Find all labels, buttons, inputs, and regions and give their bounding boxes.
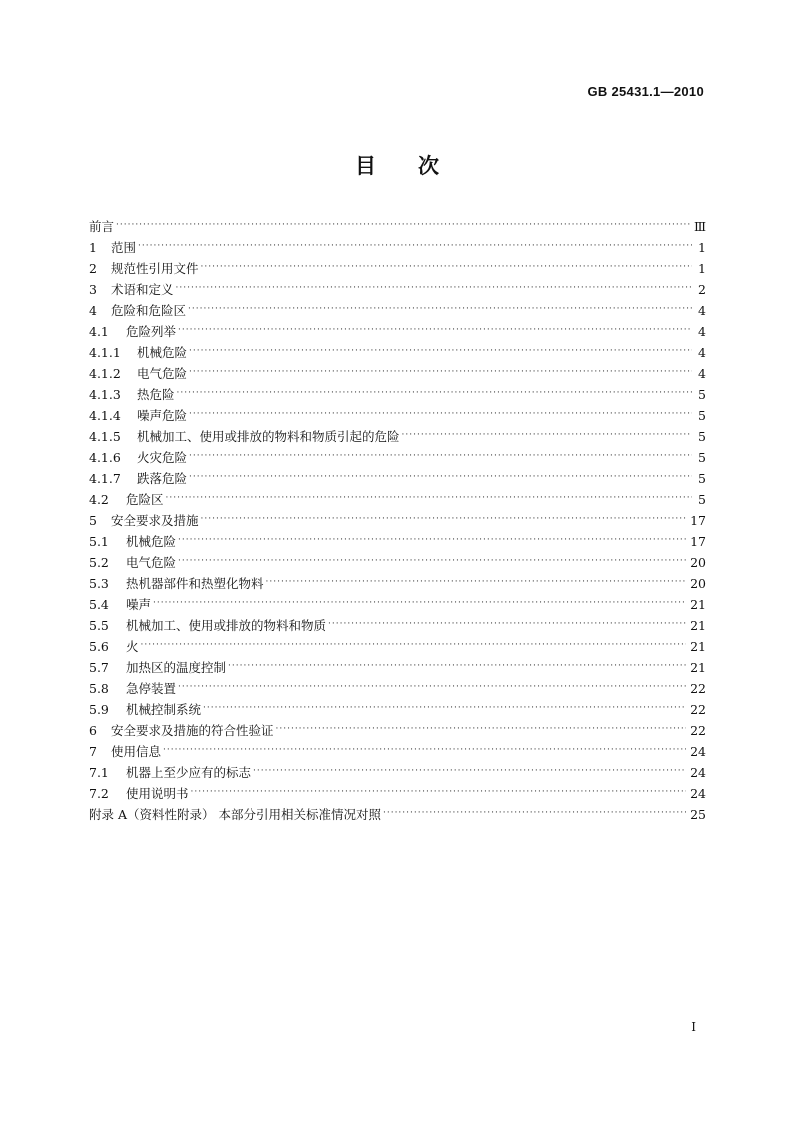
toc-entry-page: 20 — [690, 555, 706, 570]
toc-entry-title: 热机器部件和热塑化物料 — [126, 576, 264, 591]
table-of-contents — [89, 216, 706, 825]
toc-entry-title: 加热区的温度控制 — [126, 660, 227, 675]
toc-entry[interactable] — [89, 468, 706, 489]
toc-entry-number: 4.1.1 — [89, 345, 121, 360]
toc-leader-dots — [228, 657, 686, 678]
toc-entry-title: 火 — [126, 639, 139, 654]
toc-leader-dots — [178, 678, 686, 699]
toc-entry[interactable] — [89, 342, 706, 363]
toc-entry[interactable] — [89, 762, 706, 783]
toc-entry[interactable] — [89, 258, 706, 279]
toc-entry-number: 4.1.6 — [89, 450, 121, 465]
toc-entry[interactable] — [89, 783, 706, 804]
toc-entry-number: 4 — [89, 303, 97, 318]
toc-entry[interactable] — [89, 804, 706, 825]
page-number: I — [691, 1020, 696, 1034]
toc-leader-dots — [383, 804, 686, 825]
toc-leader-dots — [188, 300, 692, 321]
toc-leader-dots — [153, 594, 686, 615]
toc-entry-number: 5.7 — [89, 660, 109, 675]
toc-leader-dots — [178, 531, 686, 552]
toc-entry-page: 2 — [698, 282, 706, 297]
toc-leader-dots — [178, 321, 692, 342]
toc-entry-number: 2 — [89, 261, 97, 276]
toc-entry-page: 17 — [690, 513, 706, 528]
toc-entry-number: 4.1.7 — [89, 471, 121, 486]
toc-entry-page: 24 — [690, 765, 706, 780]
toc-leader-dots — [203, 699, 686, 720]
toc-entry-title: 电气危险 — [126, 555, 177, 570]
toc-entry[interactable] — [89, 363, 706, 384]
toc-entry-page: 5 — [698, 450, 706, 465]
toc-entry-title: 范围 — [111, 240, 137, 255]
toc-entry-title: 安全要求及措施的符合性验证 — [111, 723, 274, 738]
toc-entry-title: 跌落危险 — [137, 471, 188, 486]
toc-entry[interactable] — [89, 384, 706, 405]
toc-entry-number: 5 — [89, 513, 97, 528]
toc-leader-dots — [189, 447, 692, 468]
toc-entry[interactable] — [89, 531, 706, 552]
page-title-left: 目 — [355, 154, 376, 178]
toc-entry[interactable] — [89, 426, 706, 447]
toc-entry-page: 5 — [698, 408, 706, 423]
toc-entry-number: 5.8 — [89, 681, 109, 696]
toc-leader-dots — [163, 741, 686, 762]
toc-entry[interactable] — [89, 279, 706, 300]
toc-entry-number: 5.3 — [89, 576, 109, 591]
toc-leader-dots — [201, 510, 687, 531]
toc-entry-page: 4 — [698, 366, 706, 381]
toc-entry-page: 22 — [690, 702, 706, 717]
toc-leader-dots — [178, 552, 686, 573]
toc-entry-page: 20 — [690, 576, 706, 591]
toc-entry[interactable] — [89, 678, 706, 699]
toc-entry-title: 前言 — [89, 219, 115, 234]
toc-leader-dots — [201, 258, 692, 279]
toc-entry-title: 噪声危险 — [137, 408, 188, 423]
toc-entry-page: 5 — [698, 429, 706, 444]
toc-entry[interactable] — [89, 216, 706, 237]
toc-leader-dots — [177, 384, 692, 405]
toc-leader-dots — [189, 405, 692, 426]
toc-entry-number: 4.2 — [89, 492, 109, 507]
toc-entry-title: 机械控制系统 — [126, 702, 202, 717]
toc-entry-title: 规范性引用文件 — [111, 261, 199, 276]
toc-entry-number: 7.1 — [89, 765, 109, 780]
toc-entry-page: 5 — [698, 471, 706, 486]
toc-entry-number: 5.6 — [89, 639, 109, 654]
toc-entry-number: 5.5 — [89, 618, 109, 633]
toc-entry-number: 5.2 — [89, 555, 109, 570]
toc-entry-title: 机械加工、使用或排放的物料和物质引起的危险 — [137, 429, 400, 444]
toc-entry-page: 21 — [690, 597, 706, 612]
toc-leader-dots — [191, 783, 687, 804]
toc-entry[interactable] — [89, 510, 706, 531]
toc-entry[interactable] — [89, 552, 706, 573]
toc-entry[interactable] — [89, 321, 706, 342]
toc-leader-dots — [141, 636, 687, 657]
toc-leader-dots — [328, 615, 686, 636]
toc-leader-dots — [253, 762, 686, 783]
toc-leader-dots — [138, 237, 692, 258]
toc-entry-page: 22 — [690, 681, 706, 696]
toc-entry-number: 4.1.4 — [89, 408, 121, 423]
toc-leader-dots — [189, 468, 692, 489]
toc-entry-title: 附录 A（资料性附录） 本部分引用相关标准情况对照 — [89, 807, 381, 822]
toc-entry[interactable] — [89, 300, 706, 321]
toc-entry-number: 5.9 — [89, 702, 109, 717]
toc-leader-dots — [402, 426, 692, 447]
toc-entry[interactable] — [89, 657, 706, 678]
toc-entry-title: 危险列举 — [126, 324, 177, 339]
standard-code: GB 25431.1—2010 — [587, 84, 704, 99]
toc-leader-dots — [176, 279, 692, 300]
toc-entry-page: 4 — [698, 345, 706, 360]
toc-entry[interactable] — [89, 573, 706, 594]
toc-entry-title: 噪声 — [126, 597, 152, 612]
toc-entry[interactable] — [89, 615, 706, 636]
toc-entry-number: 4.1 — [89, 324, 109, 339]
toc-entry[interactable] — [89, 720, 706, 741]
toc-entry-page: 25 — [690, 807, 706, 822]
toc-entry-number: 6 — [89, 723, 97, 738]
toc-entry-number: 1 — [89, 240, 97, 255]
toc-entry-number: 4.1.2 — [89, 366, 121, 381]
toc-entry-page: 17 — [690, 534, 706, 549]
toc-entry-page: 5 — [698, 492, 706, 507]
toc-entry-page: 4 — [698, 324, 706, 339]
toc-entry-title: 危险区 — [126, 492, 164, 507]
toc-entry-title: 安全要求及措施 — [111, 513, 199, 528]
toc-entry-number: 3 — [89, 282, 97, 297]
page-title-right: 次 — [418, 154, 439, 178]
toc-entry-page: 4 — [698, 303, 706, 318]
toc-entry-number: 5.4 — [89, 597, 109, 612]
toc-entry-title: 热危险 — [137, 387, 175, 402]
toc-entry-title: 使用说明书 — [126, 786, 189, 801]
toc-entry-page: 21 — [690, 639, 706, 654]
toc-entry[interactable] — [89, 447, 706, 468]
toc-entry-number: 7.2 — [89, 786, 109, 801]
toc-entry[interactable] — [89, 741, 706, 762]
toc-entry[interactable] — [89, 594, 706, 615]
toc-entry-page: 21 — [690, 618, 706, 633]
toc-leader-dots — [166, 489, 692, 510]
toc-leader-dots — [189, 342, 692, 363]
toc-entry-page: 1 — [698, 261, 706, 276]
toc-entry-title: 机械危险 — [126, 534, 177, 549]
toc-entry-title: 机械危险 — [137, 345, 188, 360]
toc-entry[interactable] — [89, 405, 706, 426]
toc-entry-number: 4.1.3 — [89, 387, 121, 402]
toc-entry[interactable] — [89, 489, 706, 510]
toc-entry-page: 24 — [690, 744, 706, 759]
toc-entry-number: 7 — [89, 744, 97, 759]
toc-leader-dots — [266, 573, 687, 594]
page-title — [0, 150, 794, 180]
toc-entry-title: 电气危险 — [137, 366, 188, 381]
toc-entry[interactable] — [89, 699, 706, 720]
toc-entry-title: 机器上至少应有的标志 — [126, 765, 252, 780]
toc-entry-title: 术语和定义 — [111, 282, 174, 297]
toc-entry[interactable] — [89, 237, 706, 258]
toc-entry-title: 急停装置 — [126, 681, 177, 696]
toc-entry-title: 机械加工、使用或排放的物料和物质 — [126, 618, 327, 633]
toc-entry-title: 火灾危险 — [137, 450, 188, 465]
toc-leader-dots — [276, 720, 687, 741]
toc-entry-title: 使用信息 — [111, 744, 162, 759]
toc-entry[interactable] — [89, 636, 706, 657]
toc-leader-dots — [189, 363, 692, 384]
toc-entry-page: 21 — [690, 660, 706, 675]
toc-entry-page: 5 — [698, 387, 706, 402]
toc-entry-number: 5.1 — [89, 534, 109, 549]
toc-entry-number: 4.1.5 — [89, 429, 121, 444]
toc-entry-page: 22 — [690, 723, 706, 738]
toc-leader-dots — [116, 216, 690, 237]
toc-entry-page: Ⅲ — [693, 219, 706, 234]
toc-entry-title: 危险和危险区 — [111, 303, 187, 318]
toc-entry-page: 24 — [690, 786, 706, 801]
toc-entry-page: 1 — [698, 240, 706, 255]
